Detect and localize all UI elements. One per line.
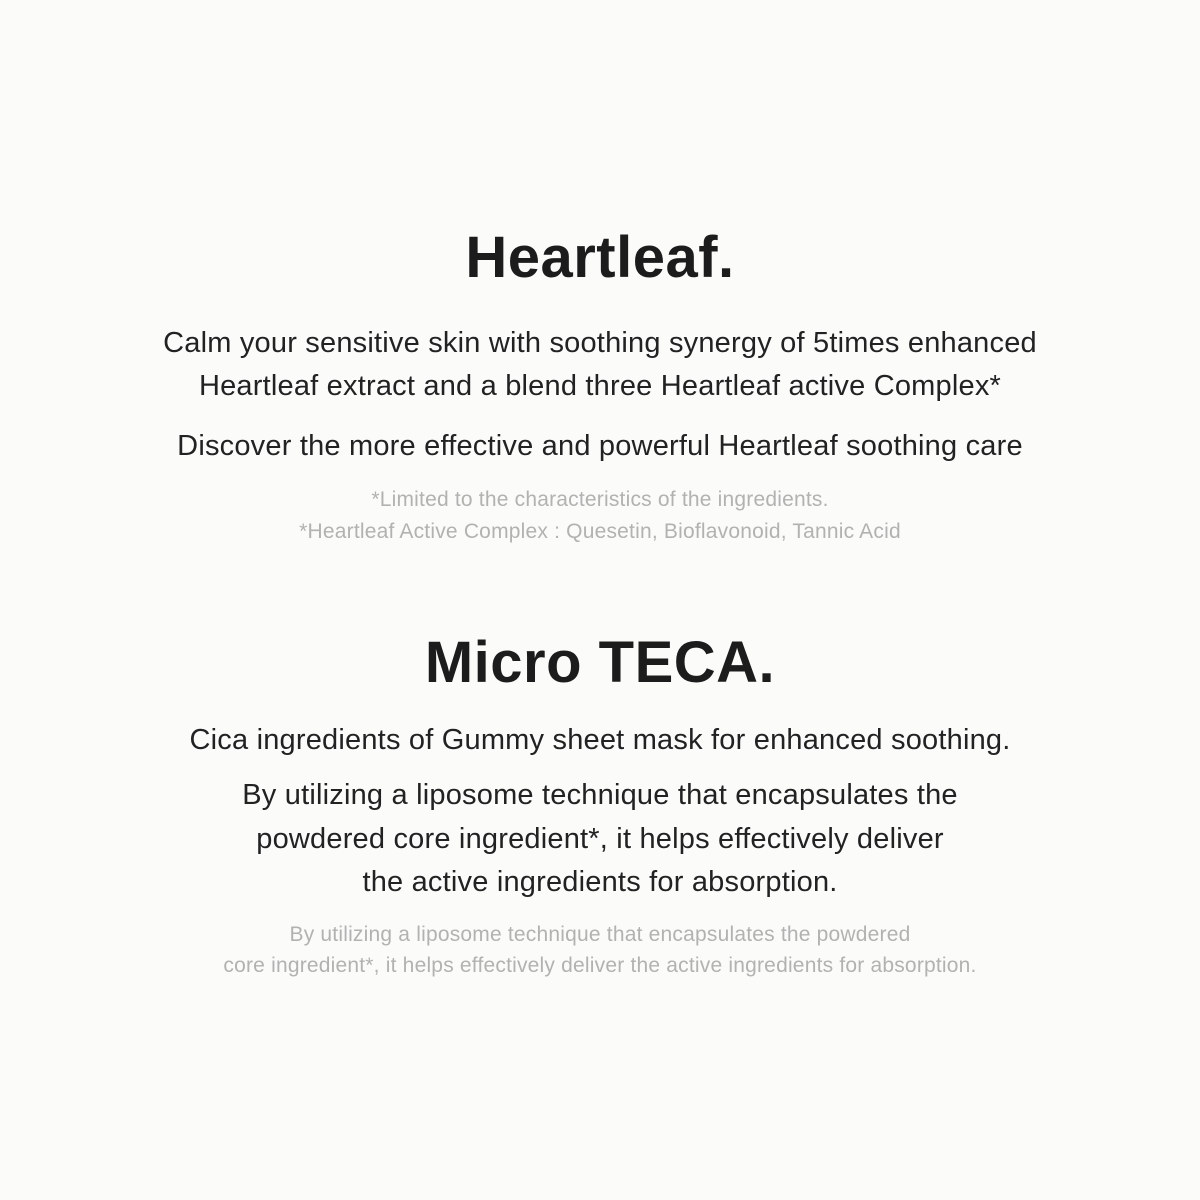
heartleaf-section (0, 225, 1200, 547)
micro-teca-footnote-line-1: By utilizing a liposome technique that encapsulates the powdered (289, 922, 911, 946)
micro-teca-paragraph-1 (0, 719, 1200, 763)
micro-teca-section (0, 630, 1200, 982)
heartleaf-footnote-line-1: *Limited to the characteristics of the ingredients. (371, 488, 829, 512)
heartleaf-paragraph-1-line-1: Calm your sensitive skin with soothing synergy of 5times enhanced (163, 326, 1037, 359)
micro-teca-paragraph-2-line-1: By utilizing a liposome technique that encapsulates the (242, 779, 958, 812)
heartleaf-paragraph-2-line-1: Discover the more effective and powerful Heartleaf soothing care (177, 429, 1023, 462)
micro-teca-footnote-line-2: core ingredient*, it helps effectively deliver the active ingredients for absorption. (223, 954, 977, 978)
heartleaf-title: Heartleaf. (465, 225, 735, 290)
micro-teca-footnotes (0, 919, 1200, 982)
micro-teca-paragraph-2-line-2: powdered core ingredient*, it helps effectively deliver (256, 822, 944, 855)
micro-teca-title: Micro TECA. (424, 630, 776, 696)
heartleaf-footnote-line-2: *Heartleaf Active Complex : Quesetin, Bioflavonoid, Tannic Acid (299, 519, 901, 543)
micro-teca-paragraph-2-line-3: the active ingredients for absorption. (362, 866, 838, 899)
micro-teca-paragraph-2 (0, 774, 1200, 905)
heartleaf-footnotes (0, 484, 1200, 547)
heartleaf-paragraph-1 (0, 322, 1200, 409)
micro-teca-paragraph-1-line-1: Cica ingredients of Gummy sheet mask for enhanced soothing. (189, 723, 1011, 756)
heartleaf-paragraph-1-line-2: Heartleaf extract and a blend three Heartleaf active Complex* (198, 370, 1002, 403)
heartleaf-paragraph-2 (0, 425, 1200, 469)
